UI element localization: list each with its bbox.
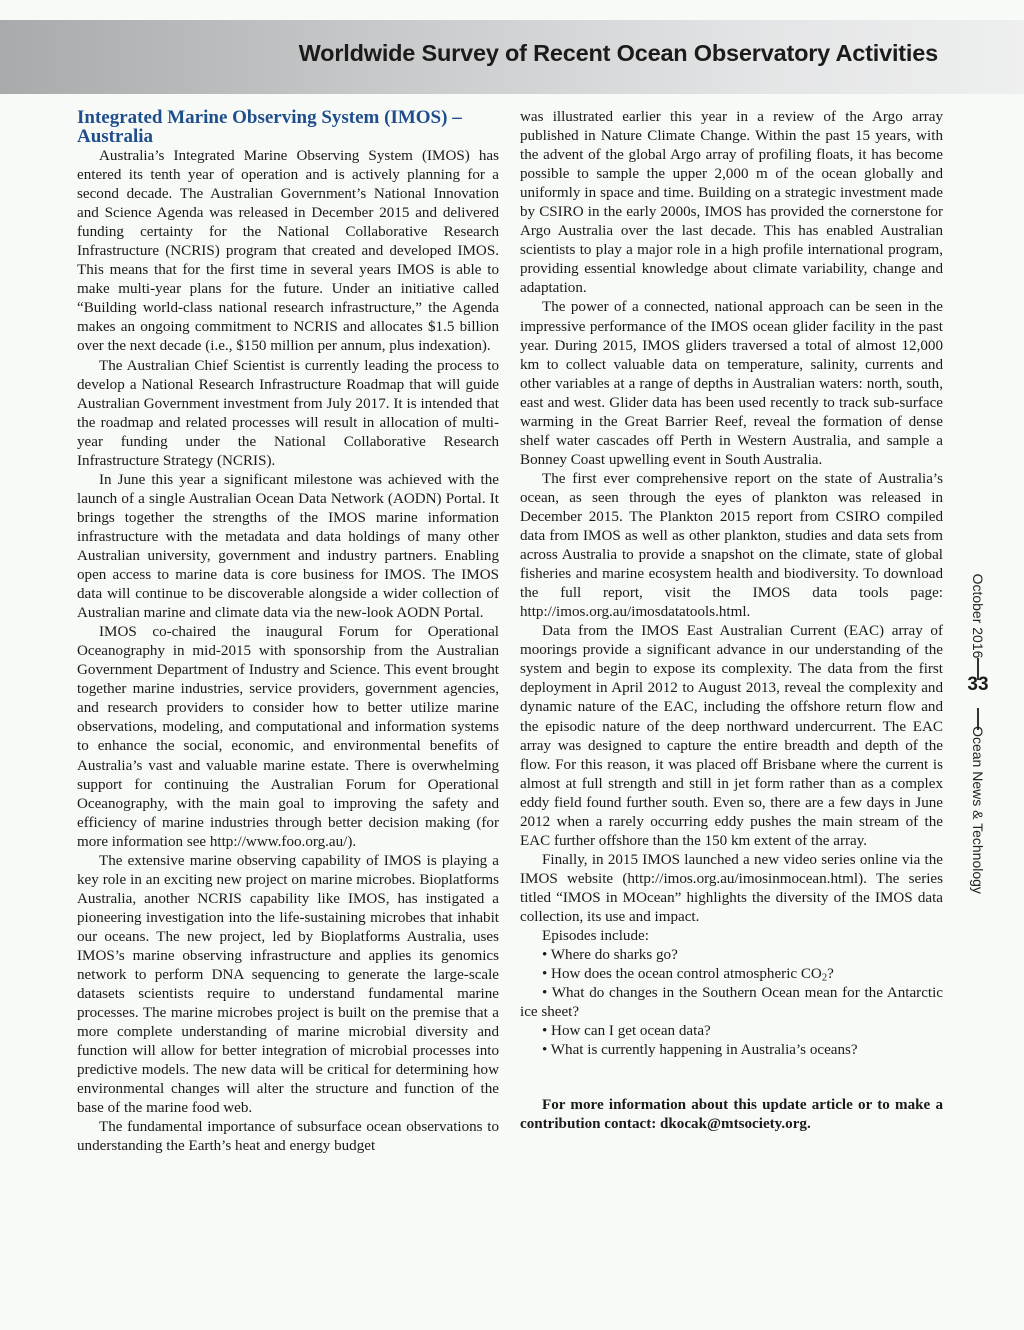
paragraph: The first ever comprehensive report on the state of Australia’s ocean, as seen through the eyes of plankton was released in December 2015. The Plankton 2015 report from CSIRO compiled data from IMOS as well as other plankton, studies and data sets from across Australia to provide a snapshot on the climate, state of global fisheries and marine ecosystem health and biodiversity. To download the full report, visit the IMOS data tools page: http://imos.org.au/imosdatatools.html. — [520, 470, 943, 621]
paragraph: The extensive marine observing capability of IMOS is playing a key role in an exciting new project on marine microbes. Bioplatforms Australia, another NCRIS capability like IMOS, has instigated a pioneering investigation into the life-sustaining microbes that inhabit our oceans. The new project, led by Bioplatforms Australia, uses IMOS’s marine observing infrastructure and applies its genomics network to perform DNA sequencing to generate the large-scale datasets scientists require to understand fundamental marine processes. The marine microbes project is built on the premise that a more complete understanding of marine microbial diversity and function will allow for better integration of microbial processes into predictive models. The new data will be critical for determining how environmental changes will alter the structure and function of the base of the marine food web. — [77, 852, 499, 1117]
paragraph: The power of a connected, national approach can be seen in the impressive performance of the IMOS ocean glider facility in the past year. During 2015, IMOS gliders traversed a total of almost 12,000 km to collect valuable data on temperature, salinity, currents and other variables at a range of depths in Australian waters: north, south, east and west. Glider data has been used recently to track sub-surface warming in the Great Barrier Reef, reveal the formation of dense shelf water cascades off Perth in Western Australia, and sample a Bonney Coast upwelling event in South Australia. — [520, 299, 943, 468]
paragraph: Data from the IMOS East Australian Current (EAC) array of moorings provide a significant advance in our understanding of the system and begin to expose its complexity. The data from the first deployment in April 2012 to August 2013, reveal the complexity and dynamic nature of the EAC, including the offshore return flow and the episodic nature of the deep northward undercurrent. The EAC array was designed to capture the entire breadth and depth of the flow. For this reason, it was placed off Brisbane where the current is almost at full strength and still in jet form rather than as a complex eddy field found further south. Even so, there are a few days in June 2012 when a rarely occurring eddy pushes the main stream of the EAC further offshore than the 150 km extent of the array. — [520, 623, 943, 849]
issue-date: October 2016 — [970, 573, 986, 659]
paragraph: In June this year a significant milestone was achieved with the launch of a single Australian Ocean Data Network (AODN) Portal. It brings together the strengths of the IMOS marine information infrastructure with the metadata and data holdings of many other Australian university, government and industry partners. Enabling open access to marine data is core business for IMOS. The IMOS data will continue to be discoverable alongside a wider collection of Australian marine and climate data via the new-look AODN Portal. — [77, 471, 499, 622]
bullet-text: ? — [827, 966, 834, 983]
header-band — [0, 20, 1024, 94]
left-column — [77, 108, 499, 1156]
paragraph: The fundamental importance of subsurface ocean observations to understanding the Earth’s heat and energy budget — [77, 1119, 499, 1155]
episodes-intro: Episodes include: — [542, 928, 649, 945]
bullet-item — [520, 965, 943, 984]
bullet-item: • How can I get ocean data? — [542, 1023, 711, 1040]
running-header-title: Worldwide Survey of Recent Ocean Observatory Activities — [298, 40, 938, 66]
journal-name: Ocean News & Technology — [970, 726, 986, 894]
page-sidebar — [958, 540, 998, 920]
paragraph-continued: was illustrated earlier this year in a review of the Argo array published in Nature Climate Change. Within the past 15 years, with the advent of the global Argo array of profiling floats, it has become possible to sample the upper 2,000 m of the ocean globally and uniformly in space and time. Building on a strategic investment made by CSIRO in the early 2000s, IMOS has provided the cornerstone for Argo Australia over the last decade. This has enabled Australian scientists to play a major role in a high profile international program, providing essential knowledge about climate variability, change and adaptation. — [520, 109, 943, 297]
paragraph: The Australian Chief Scientist is currently leading the process to develop a National Research Infrastructure Roadmap that will guide Australian Government investment from July 2017. It is intended that the roadmap and related processes will result in allocation of multi-year funding under the National Collaborative Research Infrastructure Strategy (NCRIS). — [77, 357, 499, 469]
right-column — [520, 108, 943, 1134]
paragraph: IMOS co-chaired the inaugural Forum for Operational Oceanography in mid-2015 with sponsorship from the Australian Government Department of Industry and Science. This event brought together marine industries, service providers, government agencies, and research providers to consider how to better utilize marine observations, modeling, and computational and information systems to enhance the social, economic, and environmental benefits of Australia’s vast and valuable marine estate. There is overwhelming support for continuing the Australian Forum for Operational Oceanography, with the main goal to improving the safety and efficiency of marine industries through better decision making (for more information see http://www.foo.org.au/). — [77, 624, 499, 850]
bullet-item: • Where do sharks go? — [542, 947, 678, 964]
bullet-item: • What do changes in the Southern Ocean mean for the Antarctic ice sheet? — [520, 985, 943, 1021]
paragraph: Finally, in 2015 IMOS launched a new video series online via the IMOS website (http://imos.org.au/imosinmocean.html). The series titled “IMOS in MOcean” highlights the diversity of the IMOS data collection, its use and impact. — [520, 851, 943, 925]
section-title: Integrated Marine Observing System (IMOS) – Australia — [77, 107, 462, 147]
page-number: 33 — [967, 674, 989, 695]
bullet-item: • What is currently happening in Australia’s oceans? — [542, 1042, 858, 1059]
paragraph: Australia’s Integrated Marine Observing System (IMOS) has entered its tenth year of operation and is actively planning for a second decade. The Australian Government’s National Innovation and Science Agenda was released in December 2015 and delivered funding certainty for the National Collaborative Research Infrastructure (NCRIS) program that created and developed IMOS. This means that for the first time in several years IMOS is able to make multi-year plans for the future. Under an initiative called “Building world-class national research infrastructure,” the Agenda makes an ongoing commitment to NCRIS and allocates $1.5 billion over the next decade (i.e., $150 million per annum, plus indexation). — [77, 148, 499, 355]
bullet-text: • How does the ocean control atmospheric CO — [542, 966, 822, 983]
contact-note: For more information about this update article or to make a contribution contact: dkocak@mtsociety.org. — [520, 1097, 943, 1133]
subscript: 2 — [821, 972, 828, 984]
